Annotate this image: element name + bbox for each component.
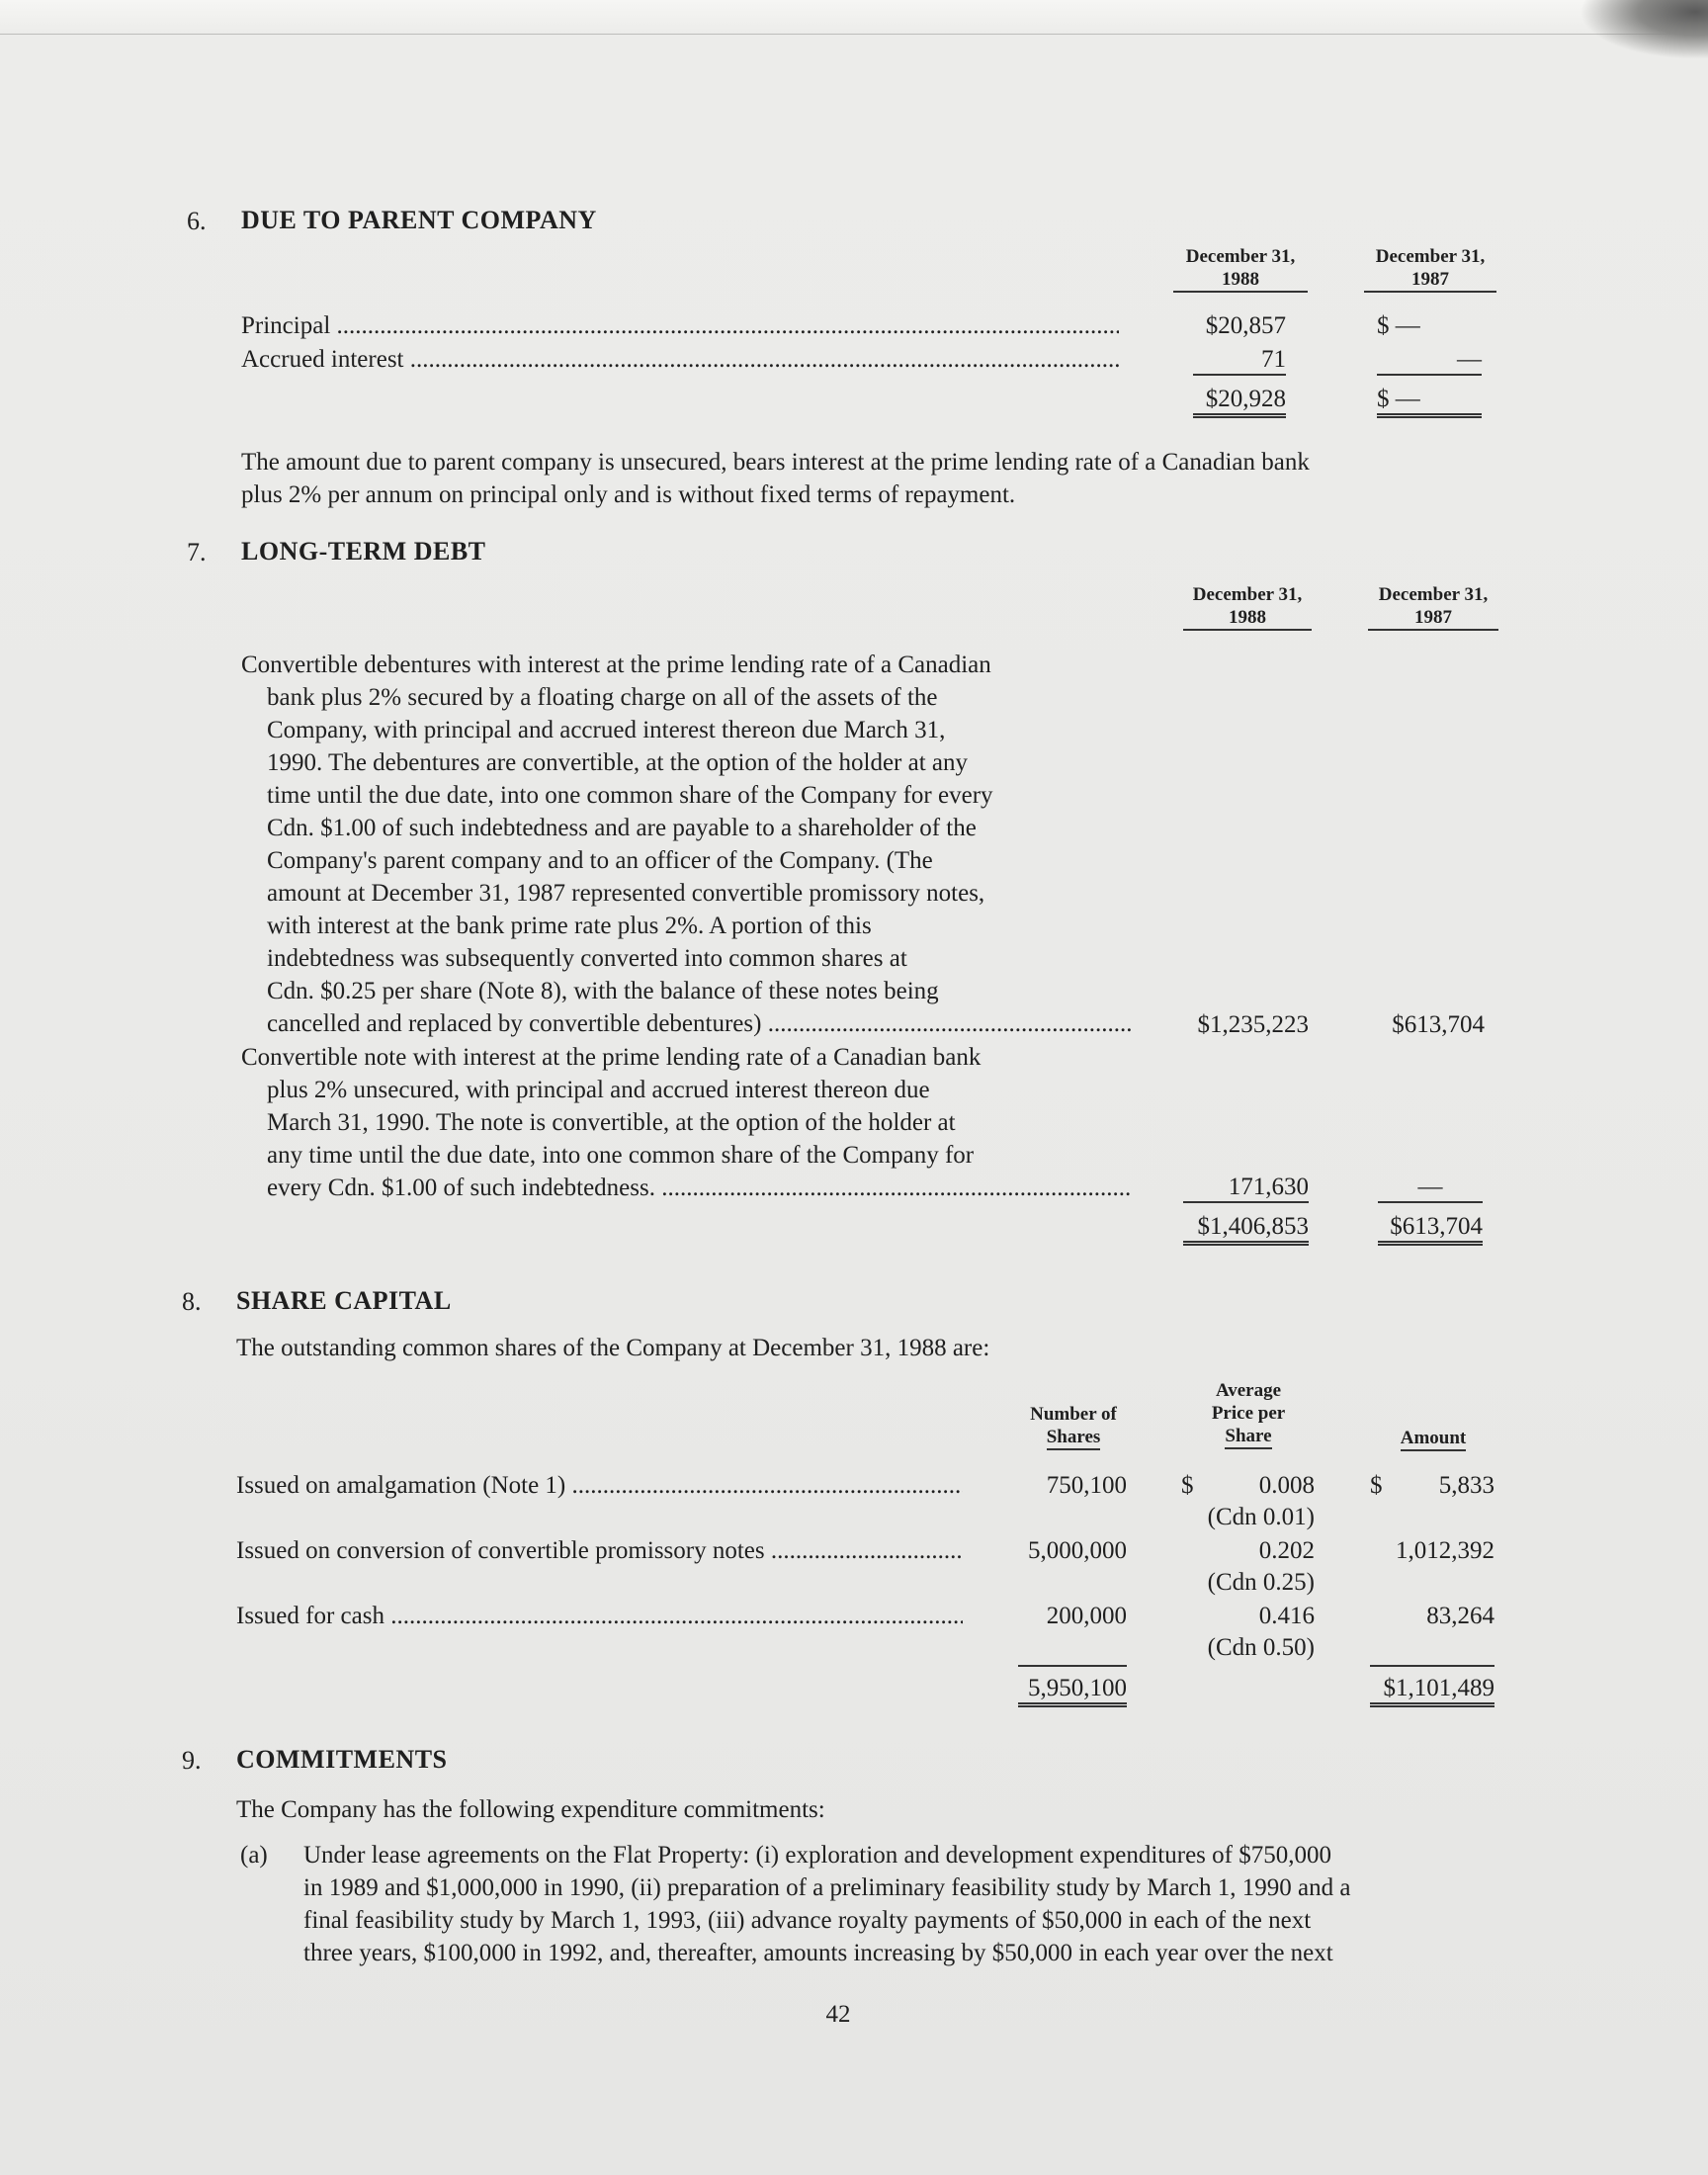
note9-item-a-label: (a) [240, 1842, 268, 1869]
note7-note-1988: 171,630 [1183, 1174, 1309, 1203]
note7-item-debentures: Convertible debentures with interest at the prime lending rate of a Canadian bank plus 2% secured by a floating charge on all of the assets of the Company, with principal and accrued interest thereon due March 31, 1990. The debentures are convertible, at the option of the holder at any time until the due date, into one common share of the Company for every Cdn. $1.00 of such indebtedness and are payable to a shareholder of the Company's parent company and to an officer of the Company. (The amount at December 31, 1987 represented convertible promissory notes, with interest at the bank prime rate plus 2%. A portion of this indebtedness was subsequently converted into common shares at Cdn. $0.25 per share (Note 8), with the balance of these notes being cancelled and replaced by convertible debentures) ..... [241, 649, 1131, 1040]
note8-col-shares: Number of Shares [1018, 1403, 1129, 1450]
note8-shares-rule [1018, 1665, 1127, 1667]
note9-item-a-text: Under lease agreements on the Flat Property: (i) exploration and development expenditures of $750,000 in 1989 and $1,000,000 in 1990, (ii) preparation of a preliminary feasibility study by March 1, 1990 and a final feasibility study by March 1, 1993, (iii) advance royalty payments of $50,000 in each of the next three years, $100,000 in 1992, and, thereafter, amounts increasing by $50,000 in each year over the next [303, 1842, 1351, 1966]
note8-row-cash-label: Issued for cash ..... [236, 1603, 963, 1630]
note8-row-amalgamation-price: 0.008 [1258, 1472, 1315, 1499]
note8-row-amalgamation-cdn: (Cdn 0.01) [1207, 1504, 1315, 1530]
note8-row-cash-shares: 200,000 [1046, 1603, 1127, 1629]
page-top-edge [0, 0, 1708, 35]
note8-row-amalgamation-amount-dollar: $ [1370, 1472, 1383, 1499]
note6-title: DUE TO PARENT COMPANY [241, 206, 597, 234]
note6-col-1987: December 31, 1987 [1364, 245, 1496, 293]
note8-row-cash-cdn: (Cdn 0.50) [1207, 1634, 1315, 1661]
note8-row-conversion-price: 0.202 [1258, 1537, 1315, 1564]
note8-row-conversion-label: Issued on conversion of convertible promissory notes ..... [236, 1537, 963, 1565]
note8-number: 8. [182, 1287, 202, 1316]
note8-row-amalgamation-amount: 5,833 [1438, 1472, 1494, 1499]
note8-row-cash-price: 0.416 [1258, 1603, 1315, 1629]
note7-title: LONG-TERM DEBT [241, 537, 486, 566]
note7-debentures-1988: $1,235,223 [1197, 1011, 1309, 1038]
note6-number: 6. [187, 207, 207, 235]
note6-row-interest-label: Accrued interest ..... [241, 346, 1119, 374]
note8-col-amount: Amount [1384, 1427, 1483, 1451]
note6-col-1988: December 31, 1988 [1173, 245, 1308, 293]
note8-total-amount: $1,101,489 [1370, 1675, 1494, 1707]
note8-row-amalgamation-shares: 750,100 [1046, 1472, 1127, 1499]
note7-total-1987: $613,704 [1378, 1213, 1483, 1246]
note7-col-1987: December 31, 1987 [1368, 583, 1498, 631]
note7-col-1988: December 31, 1988 [1183, 583, 1312, 631]
note8-row-amalgamation-label: Issued on amalgamation (Note 1) ..... [236, 1472, 963, 1500]
note8-row-conversion-amount: 1,012,392 [1396, 1537, 1494, 1564]
note6-row-principal-1988: $20,857 [1205, 312, 1286, 339]
note8-intro: The outstanding common shares of the Company at December 31, 1988 are: [236, 1335, 990, 1361]
note8-row-amalgamation-dollar: $ [1181, 1472, 1194, 1499]
note7-item-note: Convertible note with interest at the prime lending rate of a Canadian bank plus 2% unsecured, with principal and accrued interest thereon due March 31, 1990. The note is convertible, at the option of the holder at any time until the due date, into one common share of the Company for every Cdn. $1.00 of such indebtedness. ..... [241, 1041, 1131, 1204]
note6-row-interest-1988: 71 [1193, 346, 1286, 376]
page-corner-shadow [1580, 0, 1708, 59]
note8-amount-rule [1370, 1665, 1494, 1667]
note8-row-conversion-cdn: (Cdn 0.25) [1207, 1569, 1315, 1596]
note7-number: 7. [187, 538, 207, 566]
note6-paragraph: The amount due to parent company is unsecured, bears interest at the prime lending rate of a Canadian bank plus 2% per annum on principal only and is without fixed terms of repayment. [241, 449, 1310, 508]
note9-number: 9. [182, 1746, 202, 1775]
note6-row-principal-1987: $ — [1377, 312, 1420, 339]
note6-row-principal-label: Principal ..... [241, 312, 1119, 340]
note9-title: COMMITMENTS [236, 1745, 448, 1774]
note6-total-1987: $ — [1377, 386, 1482, 418]
note7-debentures-1987: $613,704 [1392, 1011, 1485, 1038]
note6-row-interest-1987: — [1377, 346, 1482, 376]
note8-total-shares: 5,950,100 [1018, 1675, 1127, 1707]
note8-title: SHARE CAPITAL [236, 1286, 452, 1315]
note7-note-1987: — [1378, 1174, 1483, 1203]
note8-col-price: Average Price per Share [1194, 1379, 1303, 1449]
note6-total-1988: $20,928 [1193, 386, 1286, 418]
note8-row-cash-amount: 83,264 [1426, 1603, 1494, 1629]
page-number: 42 [825, 2001, 851, 2028]
note9-intro: The Company has the following expenditure commitments: [236, 1796, 825, 1823]
note8-row-conversion-shares: 5,000,000 [1028, 1537, 1127, 1564]
note7-total-1988: $1,406,853 [1183, 1213, 1309, 1246]
